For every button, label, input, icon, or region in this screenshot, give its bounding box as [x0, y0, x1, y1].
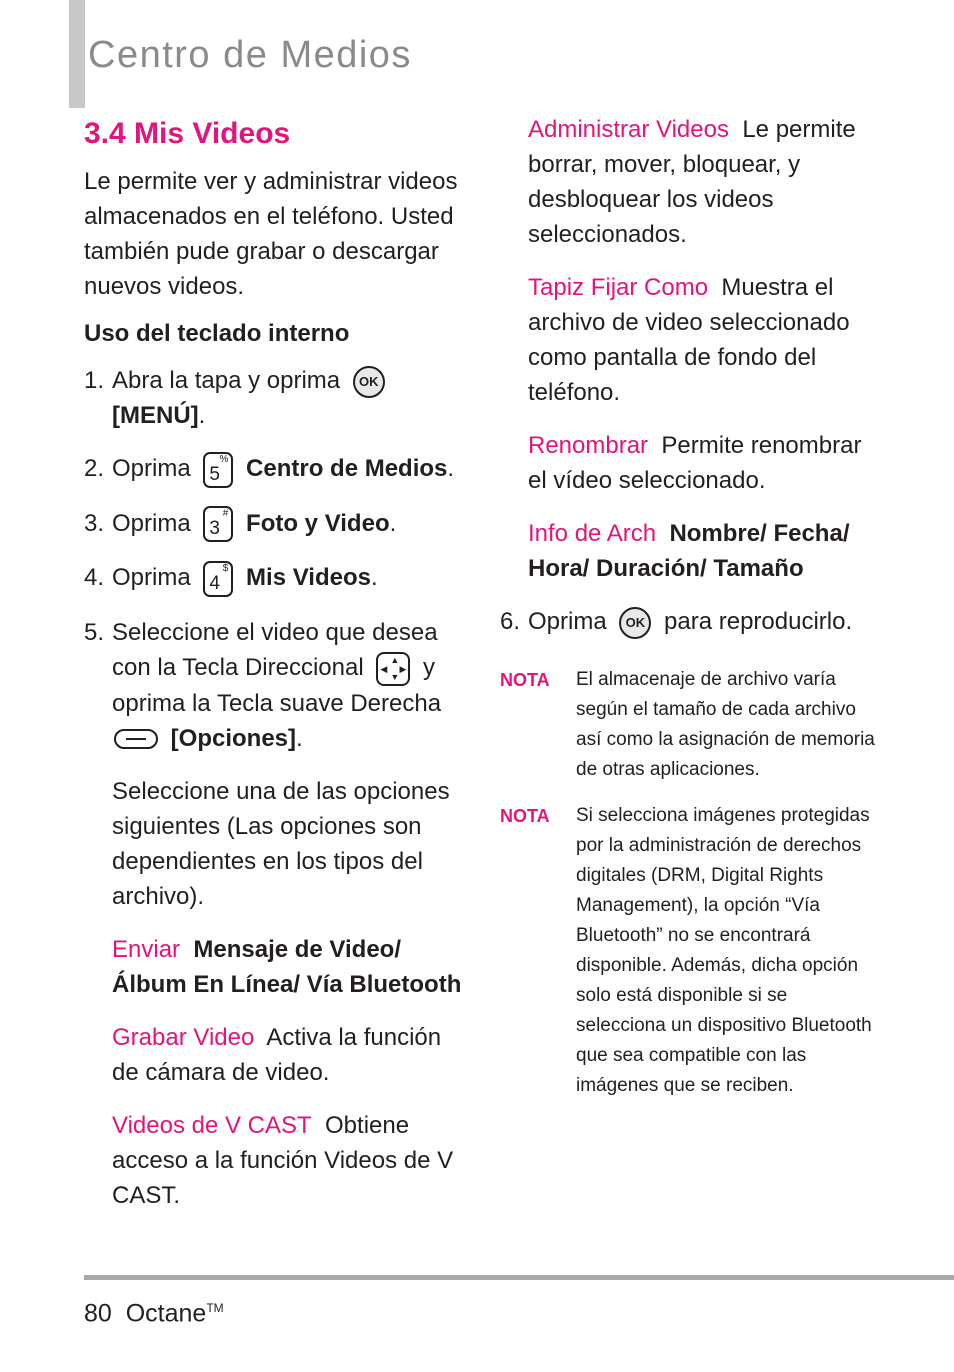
step-number: 1. — [84, 367, 105, 394]
option-label: Videos de V CAST — [112, 1111, 312, 1139]
option-label: Tapiz Fijar Como — [528, 274, 709, 301]
option-desc: Nombre/ Fecha/ Hora/ Duración/ Tamaño — [528, 520, 850, 582]
step-text: Oprima — [528, 608, 607, 635]
right-column — [500, 112, 875, 1117]
option-label: Info de Arch — [528, 520, 657, 547]
section-intro: Le permite ver y administrar videos almacenados en el teléfono. Usted también pude grabar o descargar nuevos videos. — [84, 168, 458, 300]
step-text: Oprima — [112, 564, 191, 592]
option-desc: Mensaje de Video/ Álbum En Línea/ Vía Bluetooth — [112, 935, 462, 998]
option-grabar-video — [112, 1020, 464, 1090]
page-number: 80 — [84, 1299, 112, 1328]
step-text: Abra la tapa y oprima — [112, 367, 341, 394]
left-column — [84, 112, 464, 1231]
note-tag: NOTA — [500, 806, 550, 826]
option-desc: Le permite borrar, mover, bloquear, y desbloquear los videos seleccionados. — [528, 116, 856, 248]
option-desc: Permite renombrar el vídeo seleccionado. — [528, 432, 862, 494]
footer-rule — [84, 1275, 954, 1280]
product-name: Octane — [125, 1299, 207, 1328]
option-desc: Muestra el archivo de video seleccionado como pantalla de fondo del teléfono. — [528, 274, 850, 406]
note-tag: NOTA — [500, 670, 550, 690]
step-number: 2. — [84, 455, 105, 482]
step-number: 4. — [84, 564, 105, 592]
options-intro: Seleccione una de las opciones siguientes (Las opciones son dependientes en los tipos del archivo). — [112, 777, 450, 910]
step-text: Seleccione el video que desea con la Tecla Direccional — [112, 618, 438, 681]
subheading: Uso del teclado interno — [84, 320, 350, 347]
note-text: Si selecciona imágenes protegidas por la administración de derechos digitales (DRM, Digital Rights Management), la opción “Vía Bluetooth” no se encontrará disponible. Además, dicha opción solo está disponible si se selecciona un dispositivo Bluetooth que sea compatible con las imágenes que se reciben. — [576, 805, 872, 1096]
step-text-end: para reproducirlo. — [664, 608, 853, 635]
number-3-key-icon: # 3 — [203, 506, 233, 542]
step-4: 4. Oprima $ 4 Mis Videos. — [84, 560, 464, 597]
ok-key-icon: OK — [619, 607, 651, 639]
option-administrar-videos — [500, 112, 875, 252]
step-6 — [500, 604, 875, 639]
option-label: Renombrar — [528, 432, 649, 459]
option-label: Administrar Videos — [528, 116, 729, 143]
note-storage — [500, 665, 875, 785]
options-list-left — [84, 932, 464, 1213]
step-menu-label: Centro de Medios — [246, 455, 448, 482]
option-renombrar — [500, 428, 875, 498]
trademark: TM — [206, 1301, 224, 1315]
number-4-key-icon: $ 4 — [203, 561, 233, 597]
directional-key-icon: ▲ ▼ ◀ ▶ — [376, 652, 410, 686]
chapter-title: Centro de Medios — [88, 34, 412, 76]
header-bar — [69, 0, 85, 108]
step-number: 3. — [84, 509, 105, 537]
step-1: 1. Abra la tapa y oprima OK [MENÚ]. — [84, 363, 464, 433]
option-videos-vcast — [112, 1108, 464, 1213]
note-text: El almacenaje de archivo varía según el tamaño de cada archivo así como la asignación de memoria de otras aplicaciones. — [576, 669, 875, 780]
footer — [84, 1293, 224, 1328]
option-enviar — [112, 932, 464, 1002]
number-5-key-icon: % 5 — [203, 452, 233, 488]
option-desc: Obtiene acceso a la función Videos de V CAST. — [112, 1111, 454, 1209]
ok-key-icon: OK — [353, 366, 385, 398]
step-number: 5. — [84, 618, 105, 646]
step-menu-label: Mis Videos — [246, 564, 371, 592]
step-number: 6. — [500, 608, 521, 635]
step-5: 5. Seleccione el video que desea con la Tecla Direccional ▲ ▼ ◀ ▶ y oprima la Tecla suave Derecha [Opciones]. — [84, 615, 464, 756]
option-tapiz-fijar-como — [500, 270, 875, 410]
section-title: 3.4 Mis Videos — [84, 117, 291, 150]
step-key-label: [MENÚ] — [112, 402, 199, 429]
right-soft-key-icon — [114, 729, 158, 749]
note-drm — [500, 801, 875, 1101]
step-text-cont: y oprima la Tecla suave Derecha — [112, 653, 442, 717]
option-desc: Activa la función de cámara de video. — [112, 1023, 442, 1086]
step-menu-label: Foto y Video — [246, 509, 390, 537]
step-2: 2. Oprima % 5 Centro de Medios. — [84, 451, 464, 488]
option-info-de-arch — [500, 516, 875, 586]
step-text: Oprima — [112, 509, 191, 537]
step-key-label: [Opciones] — [170, 724, 297, 752]
step-text: Oprima — [112, 455, 191, 482]
option-label: Grabar Video — [112, 1023, 255, 1051]
step-3: 3. Oprima # 3 Foto y Video. — [84, 506, 464, 543]
option-label: Enviar — [112, 935, 181, 963]
